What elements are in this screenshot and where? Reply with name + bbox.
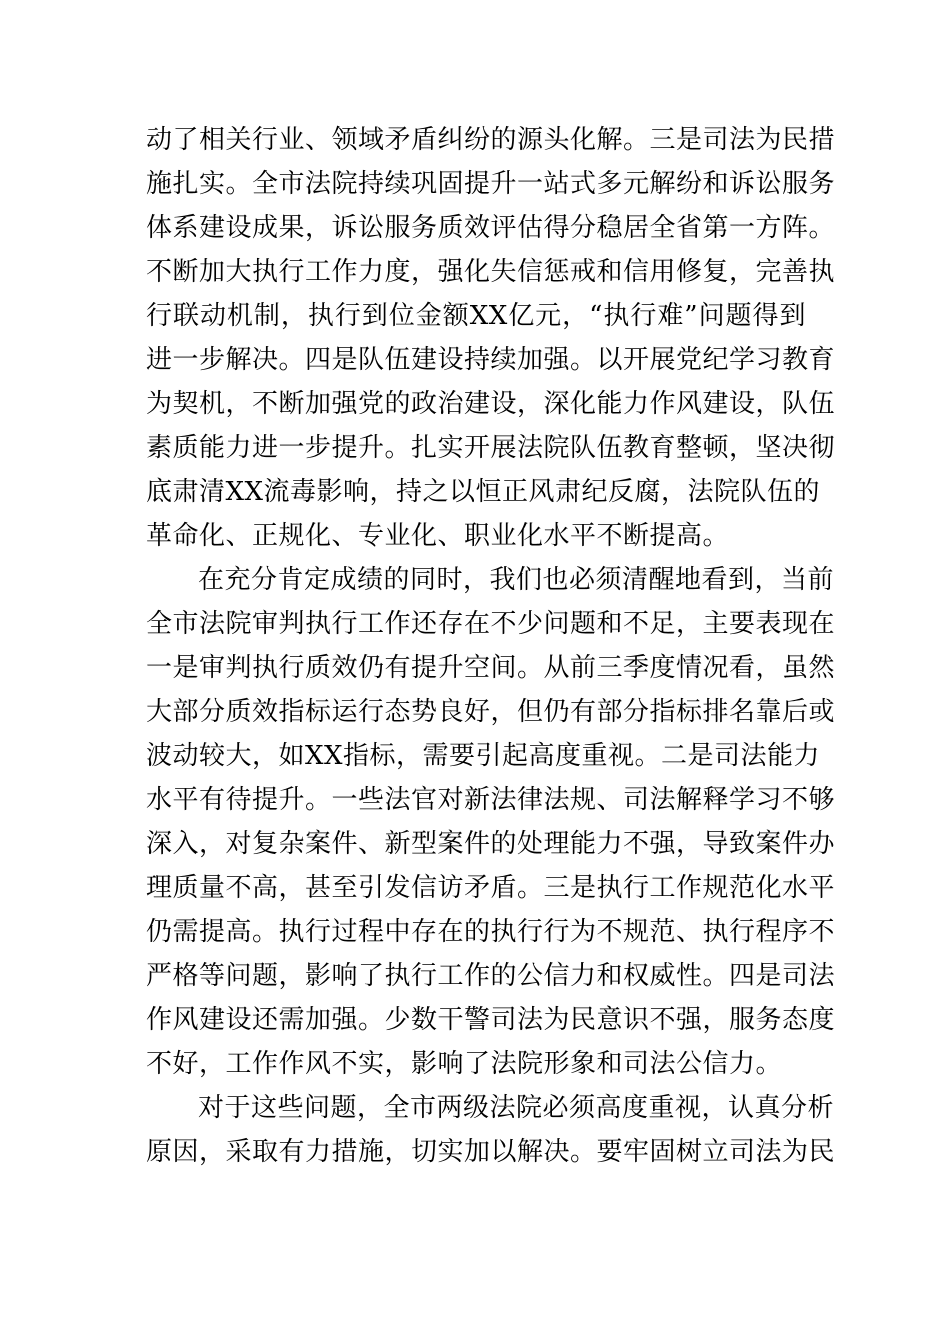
text-line: 深入，对复杂案件、新型案件的处理能力不强，导致案件办 (146, 829, 836, 859)
text-line: 严格等问题，影响了执行工作的公信力和权威性。四是司法 (146, 961, 836, 991)
text-line: 理质量不高，甚至引发信访矛盾。三是执行工作规范化水平 (146, 873, 836, 903)
text-line: 素质能力进一步提升。扎实开展法院队伍教育整顿，坚决彻 (146, 433, 836, 463)
text-line: 体系建设成果，诉讼服务质效评估得分稳居全省第一方阵。 (146, 213, 836, 243)
text-line: 施扎实。全市法院持续巩固提升一站式多元解纷和诉讼服务 (146, 169, 836, 199)
paragraph-end-line: 不好，工作作风不实，影响了法院形象和司法公信力。 (146, 1049, 783, 1079)
text-line: 一是审判执行质效仍有提升空间。从前三季度情况看，虽然 (146, 653, 836, 683)
text-line: 水平有待提升。一些法官对新法律法规、司法解释学习不够 (146, 785, 836, 815)
text-line: 全市法院审判执行工作还存在不少问题和不足，主要表现在 (146, 609, 836, 639)
text-line: 仍需提高。执行过程中存在的执行行为不规范、执行程序不 (146, 917, 836, 947)
text-line: 底肃清XX流毒影响，持之以恒正风肃纪反腐，法院队伍的 (146, 477, 821, 507)
text-line: 进一步解决。四是队伍建设持续加强。以开展党纪学习教育 (146, 345, 836, 375)
paragraph-end-line: 革命化、正规化、专业化、职业化水平不断提高。 (146, 521, 730, 551)
text-line: 原因，采取有力措施，切实加以解决。要牢固树立司法为民 (146, 1137, 836, 1167)
text-line: 动了相关行业、领域矛盾纠纷的源头化解。三是司法为民措 (146, 125, 836, 155)
text-line: 波动较大，如XX指标，需要引起高度重视。二是司法能力 (146, 741, 821, 771)
paragraph-start-line: 对于这些问题，全市两级法院必须高度重视，认真分析 (198, 1093, 835, 1123)
paragraph-start-line: 在充分肯定成绩的同时，我们也必须清醒地看到，当前 (198, 565, 835, 595)
text-line: 行联动机制，执行到位金额XX亿元，“执行难”问题得到 (146, 301, 806, 331)
text-line: 不断加大执行工作力度，强化失信惩戒和信用修复，完善执 (146, 257, 836, 287)
text-line: 作风建设还需加强。少数干警司法为民意识不强，服务态度 (146, 1005, 836, 1035)
text-line: 为契机，不断加强党的政治建设，深化能力作风建设，队伍 (146, 389, 836, 419)
text-line: 大部分质效指标运行态势良好，但仍有部分指标排名靠后或 (146, 697, 836, 727)
